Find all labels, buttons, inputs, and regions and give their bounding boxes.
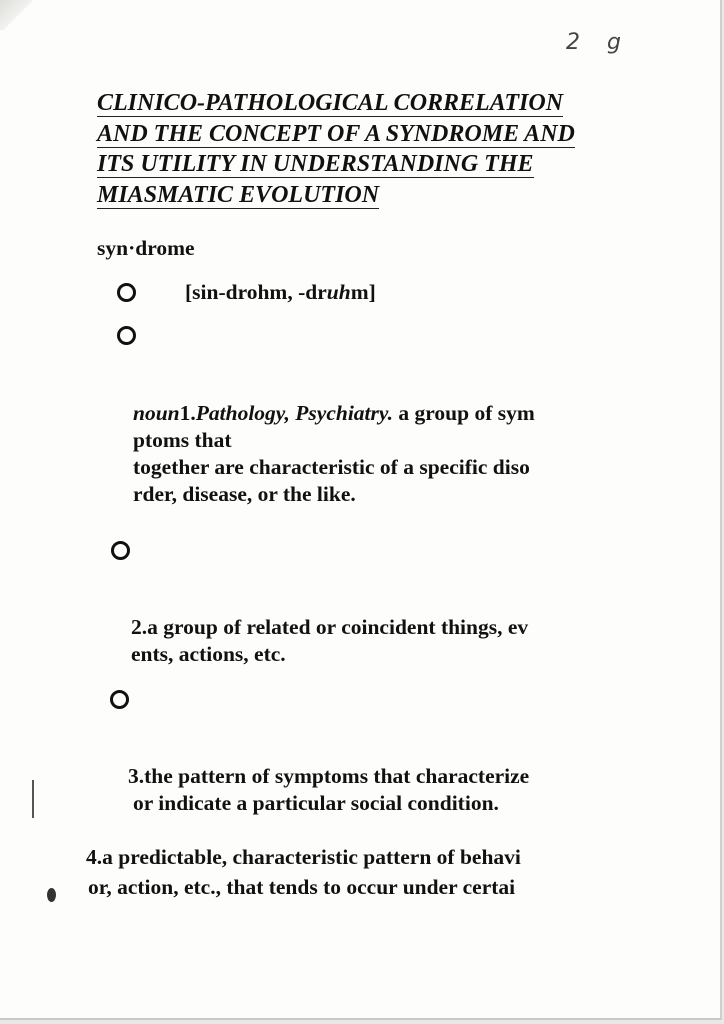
scan-margin-mark — [32, 780, 34, 818]
definition-2: 2.a group of related or coincident things, ev ents, actions, etc. — [131, 615, 529, 666]
headword: syn·drome — [97, 236, 195, 260]
page-corner-fold — [0, 0, 36, 30]
title-line-2: AND THE CONCEPT OF A SYNDROME AND — [97, 120, 575, 147]
part-of-speech: noun — [133, 401, 180, 425]
pronunciation: [sin-drohm, -druhm] — [185, 280, 376, 304]
definition-4: 4.a predictable, characteristic pattern of behavi or, action, etc., that tends to occur under certai — [86, 845, 521, 899]
title-line-4: MIASMATIC EVOLUTION — [97, 181, 380, 208]
definition-3: 3.the pattern of symptoms that characterize or indicate a particular social condition. — [128, 764, 530, 815]
document-title — [97, 88, 637, 210]
scan-margin-dot — [47, 888, 56, 902]
definition-1: noun1.Pathology, Psychiatry. a group of sym ptoms that together are characteristic of a specific diso rder, disease, or the like. — [133, 401, 535, 506]
bullet-circle-icon — [110, 690, 129, 709]
bullet-circle-icon — [111, 541, 130, 560]
title-line-1: CLINICO-PATHOLOGICAL CORRELATION — [97, 90, 564, 116]
definition-field: Pathology, Psychiatry. — [195, 401, 394, 425]
bullet-circle-icon — [117, 283, 136, 302]
page-number: 2 g — [566, 30, 631, 55]
bullet-circle-icon — [117, 326, 136, 345]
title-line-3: ITS UTILITY IN UNDERSTANDING THE — [97, 151, 534, 177]
